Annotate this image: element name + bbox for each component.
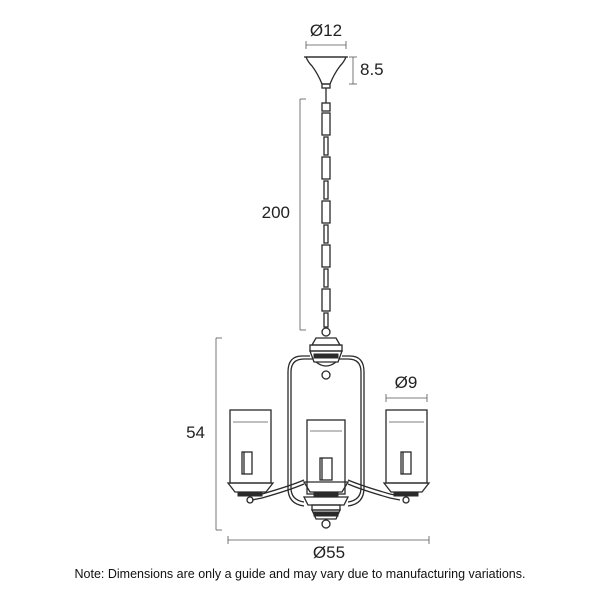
shade-diameter-dimension [386,373,427,402]
chain-length-dimension [262,99,306,330]
body-height-label: 54 [186,423,205,442]
disclaimer-note: Note: Dimensions are only a guide and may vary due to manufacturing variations. [74,567,526,581]
canopy-diameter-label: Ø12 [309,21,343,40]
bottom-hub [304,497,348,528]
canopy-height-dimension [349,57,384,84]
chain-length-label: 200 [261,203,290,222]
center-shade [304,420,348,496]
canopy-height-label: 8.5 [360,60,384,79]
chain [322,88,330,336]
overall-diameter-dimension [228,536,429,562]
top-hub [310,338,342,379]
overall-diameter-label: Ø55 [312,543,346,562]
shade-diameter-label: Ø9 [394,373,418,392]
ceiling-canopy [304,57,348,88]
right-shade [384,410,429,503]
left-shade [228,410,273,503]
canopy-diameter-dimension [306,21,346,49]
body-height-dimension [186,338,222,530]
